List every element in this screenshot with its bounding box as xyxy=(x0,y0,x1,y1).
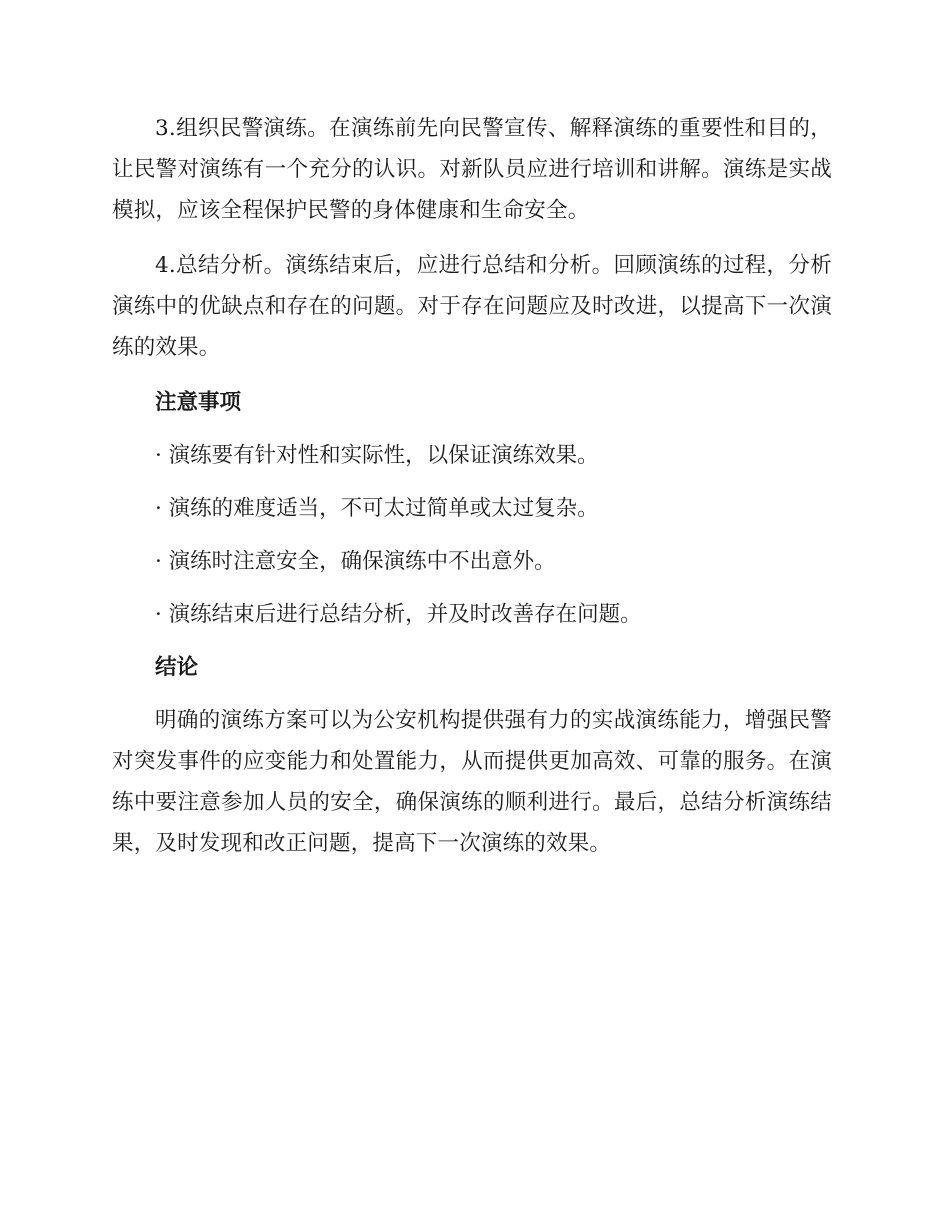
paragraph-step-4: 4.总结分析。演练结束后，应进行总结和分析。回顾演练的过程，分析演练中的优缺点和存在的问题。对于存在问题应及时改进，以提高下一次演练的效果。 xyxy=(112,253,832,360)
spacer xyxy=(112,476,832,488)
note-item-3: · 演练时注意安全，确保演练中不出意外。 xyxy=(155,549,556,574)
spacer xyxy=(112,423,832,435)
spacer xyxy=(112,582,832,594)
spacer xyxy=(112,529,832,541)
paragraph-step-3: 3.组织民警演练。在演练前先向民警宣传、解释演练的重要性和目的，让民警对演练有一个充分的认识。对新队员应进行培训和讲解。演练是实战模拟，应该全程保护民警的身体健康和生命安全。 xyxy=(112,116,832,223)
spacer xyxy=(112,688,832,700)
paragraph-conclusion: 明确的演练方案可以为公安机构提供强有力的实战演练能力，增强民警对突发事件的应变能力和处置能力，从而提供更加高效、可靠的服务。在演练中要注意参加人员的安全，确保演练的顺利进行。最后，总结分析演练结果，及时发现和改正问题，提高下一次演练的效果。 xyxy=(112,708,832,856)
document-page xyxy=(112,108,832,864)
section-heading-notes: 注意事项 xyxy=(155,390,242,415)
spacer xyxy=(112,368,832,382)
note-item-2: · 演练的难度适当，不可太过简单或太过复杂。 xyxy=(155,496,599,521)
note-item-4: · 演练结束后进行总结分析，并及时改善存在问题。 xyxy=(155,602,642,627)
spacer xyxy=(112,231,832,245)
note-item-1: · 演练要有针对性和实际性，以保证演练效果。 xyxy=(155,443,599,468)
spacer xyxy=(112,635,832,647)
section-heading-conclusion: 结论 xyxy=(155,655,199,680)
